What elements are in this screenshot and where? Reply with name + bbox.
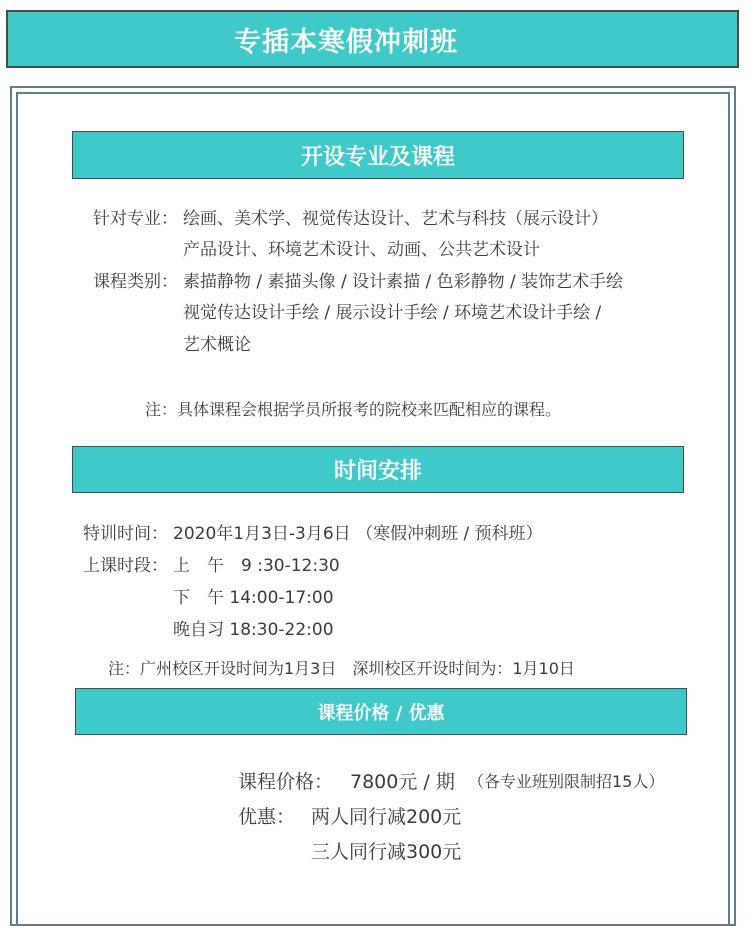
training-value: 2020年1月3日-3月6日 （寒假冲刺班 / 预科班） — [173, 524, 543, 544]
price-label: 课程价格： — [238, 771, 334, 793]
price-section-heading-text: 课程价格 / 优惠 — [317, 702, 445, 724]
page-title-banner — [6, 10, 739, 68]
majors-label: 针对专业： — [93, 209, 178, 229]
courses-line-2: 视觉传达设计手绘 / 展示设计手绘 / 环境艺术设计手绘 / — [183, 303, 602, 323]
training-label: 特训时间： — [83, 524, 168, 544]
class-time-afternoon: 下 午 14:00-17:00 — [173, 588, 334, 608]
class-time-label: 上课时段： — [83, 556, 168, 576]
price-section-heading — [75, 688, 687, 735]
majors-note: 注：具体课程会根据学员所报考的院校来匹配相应的课程。 — [145, 400, 562, 419]
schedule-section-heading — [72, 446, 684, 493]
schedule-note: 注：广州校区开设时间为1月3日 深圳校区开设时间为：1月10日 — [108, 659, 575, 678]
courses-label: 课程类别： — [93, 272, 178, 292]
majors-section-heading-text: 开设专业及课程 — [300, 144, 455, 170]
courses-line-1: 素描静物 / 素描头像 / 设计素描 / 色彩静物 / 装饰艺术手绘 — [183, 272, 624, 292]
page-title: 专插本寒假冲刺班 — [234, 26, 458, 58]
majors-line-1: 绘画、美术学、视觉传达设计、艺术与科技（展示设计） — [183, 209, 608, 229]
price-value: 7800元 / 期 — [350, 771, 455, 793]
class-time-morning: 上 午 9 :30-12:30 — [173, 556, 340, 576]
discount-label: 优惠： — [238, 806, 296, 828]
discount-two-people: 两人同行减200元 — [311, 806, 462, 828]
schedule-section-heading-text: 时间安排 — [333, 459, 422, 484]
price-note: （各专业班别限制招15人） — [468, 772, 665, 791]
class-time-evening: 晚自习 18:30-22:00 — [173, 620, 334, 640]
majors-section-heading — [72, 131, 684, 179]
courses-line-3: 艺术概论 — [183, 335, 251, 355]
majors-line-2: 产品设计、环境艺术设计、动画、公共艺术设计 — [183, 240, 540, 260]
discount-three-people: 三人同行减300元 — [311, 841, 462, 863]
